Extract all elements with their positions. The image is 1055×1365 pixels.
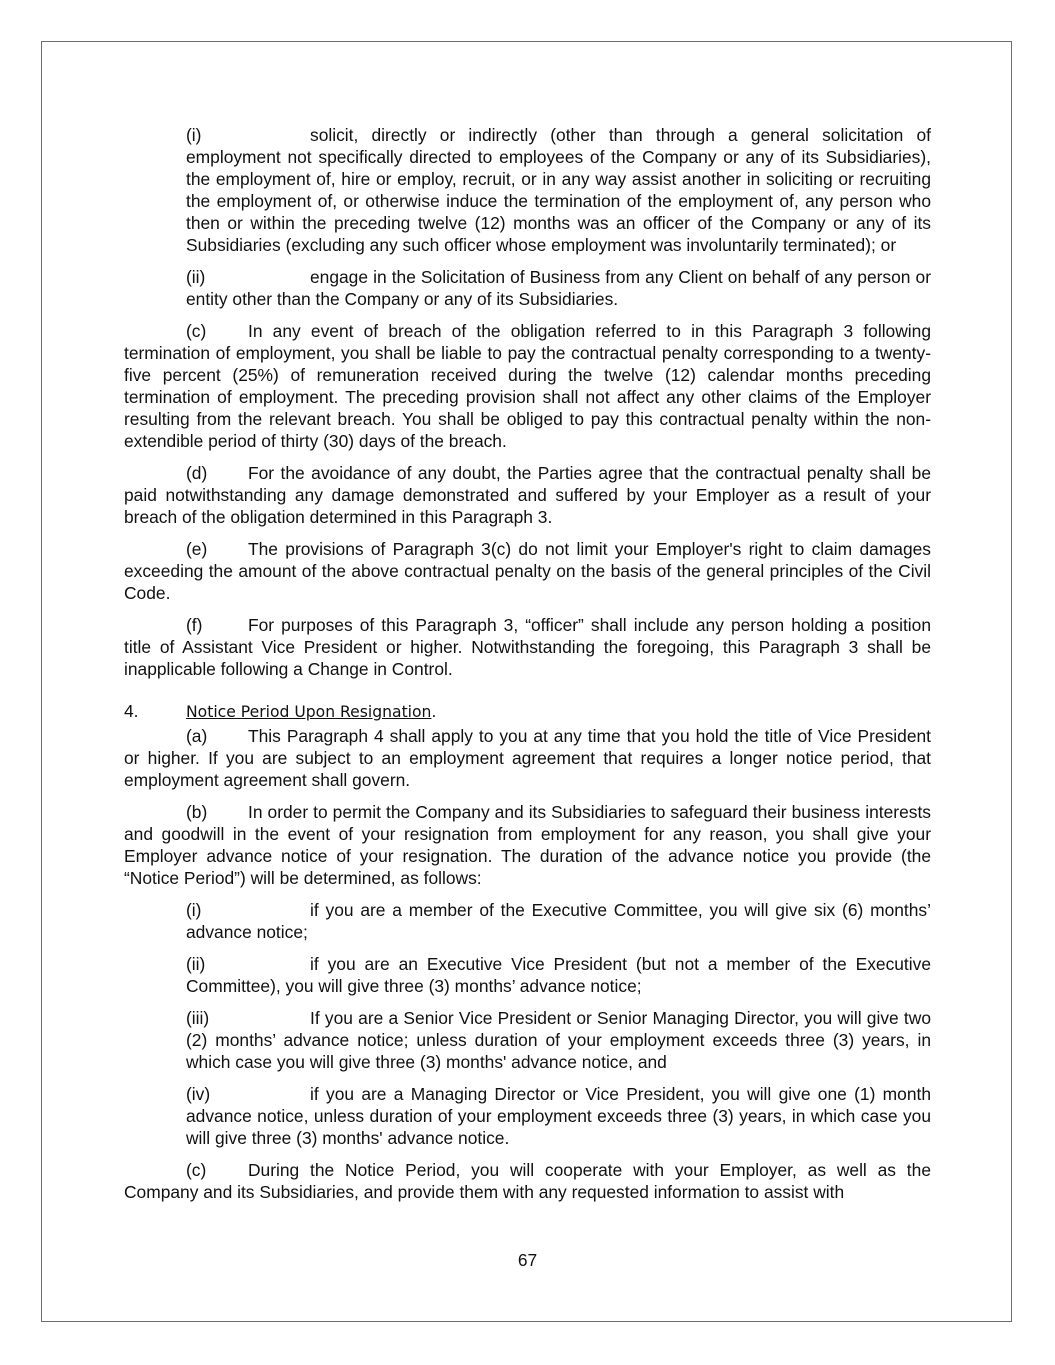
paragraph [124, 801, 931, 889]
paragraph-label: (c) [186, 321, 207, 341]
list-item [124, 899, 931, 943]
paragraph [124, 538, 931, 604]
paragraph [124, 462, 931, 528]
paragraph-text: In any event of breach of the obligation referred to in this Paragraph 3 following termination of employment, you shall be liable to pay the contractual penalty corresponding to a twenty-five percent (25%) of remuneration received during the twelve (12) calendar months preceding termination of employment. The preceding provision shall not affect any other claims of the Employer resulting from the relevant breach. You shall be obliged to pay this contractual penalty within the non-extendible period of thirty (30) days of the breach. [124, 321, 931, 451]
item-text: If you are a Senior Vice President or Senior Managing Director, you will give two (2) months’ advance notice; unless duration of your employment exceeds three (3) years, in which case you will give three (3) months' advance notice, and [186, 1008, 931, 1072]
paragraph [124, 1159, 931, 1203]
item-text: if you are a member of the Executive Committee, you will give six (6) months’ advance notice; [186, 900, 931, 942]
paragraph-text: The provisions of Paragraph 3(c) do not limit your Employer's right to claim damages exceeding the amount of the above contractual penalty on the basis of the general principles of the Civil Code. [124, 539, 931, 603]
item-number: (i) [186, 125, 202, 145]
document-body [124, 124, 931, 1213]
paragraph-label: (f) [186, 615, 203, 635]
item-number: (iii) [186, 1008, 210, 1028]
item-number: (i) [186, 900, 202, 920]
paragraph-label: (d) [186, 463, 208, 483]
paragraph-label: (a) [186, 726, 208, 746]
list-item [124, 1083, 931, 1149]
section-title-period: . [431, 701, 437, 721]
item-number: (ii) [186, 267, 206, 287]
list-item [124, 1007, 931, 1073]
paragraph-text: This Paragraph 4 shall apply to you at any time that you hold the title of Vice President or higher. If you are subject to an employment agreement that requires a longer notice period, that employment agreement shall govern. [124, 726, 931, 790]
section-number: 4. [124, 701, 139, 721]
paragraph-label: (c) [186, 1160, 207, 1180]
list-item [124, 266, 931, 310]
paragraph [124, 725, 931, 791]
list-item [124, 124, 931, 256]
item-text: if you are an Executive Vice President (but not a member of the Executive Committee), you will give three (3) months’ advance notice; [186, 954, 931, 996]
item-number: (ii) [186, 954, 206, 974]
page-number: 67 [517, 1250, 538, 1270]
paragraph-text: For the avoidance of any doubt, the Parties agree that the contractual penalty shall be paid notwithstanding any damage demonstrated and suffered by your Employer as a result of your breach of the obligation determined in this Paragraph 3. [124, 463, 931, 527]
item-number: (iv) [186, 1084, 211, 1104]
list-item [124, 953, 931, 997]
paragraph-label: (b) [186, 802, 208, 822]
item-text: solicit, directly or indirectly (other than through a general solicitation of employment not specifically directed to employees of the Company or any of its Subsidiaries), the employment of, hire or employ, recruit, or in any way assist another in soliciting or recruiting the employment of, or otherwise induce the termination of the employment of, any person who then or within the preceding twelve (12) months was an officer of the Company or any of its Subsidiaries (excluding any such officer whose employment was involuntarily terminated); or [186, 125, 931, 255]
paragraph-text: For purposes of this Paragraph 3, “officer” shall include any person holding a position title of Assistant Vice President or higher. Notwithstanding the foregoing, this Paragraph 3 shall be inapplicable following a Change in Control. [124, 615, 931, 679]
paragraph-text: In order to permit the Company and its Subsidiaries to safeguard their business interests and goodwill in the event of your resignation from employment for any reason, you shall give your Employer advance notice of your resignation. The duration of the advance notice you provide (the “Notice Period”) will be determined, as follows: [124, 802, 931, 888]
item-text: if you are a Managing Director or Vice President, you will give one (1) month advance notice, unless duration of your employment exceeds three (3) years, in which case you will give three (3) months' advance notice. [186, 1084, 931, 1148]
paragraph [124, 614, 931, 680]
section-heading [124, 700, 931, 723]
item-text: engage in the Solicitation of Business from any Client on behalf of any person or entity other than the Company or any of its Subsidiaries. [186, 267, 931, 309]
paragraph-label: (e) [186, 539, 208, 559]
paragraph [124, 320, 931, 452]
section-title: Notice Period Upon Resignation [186, 703, 432, 721]
paragraph-text: During the Notice Period, you will cooperate with your Employer, as well as the Company and its Subsidiaries, and provide them with any requested information to assist with [124, 1160, 931, 1202]
